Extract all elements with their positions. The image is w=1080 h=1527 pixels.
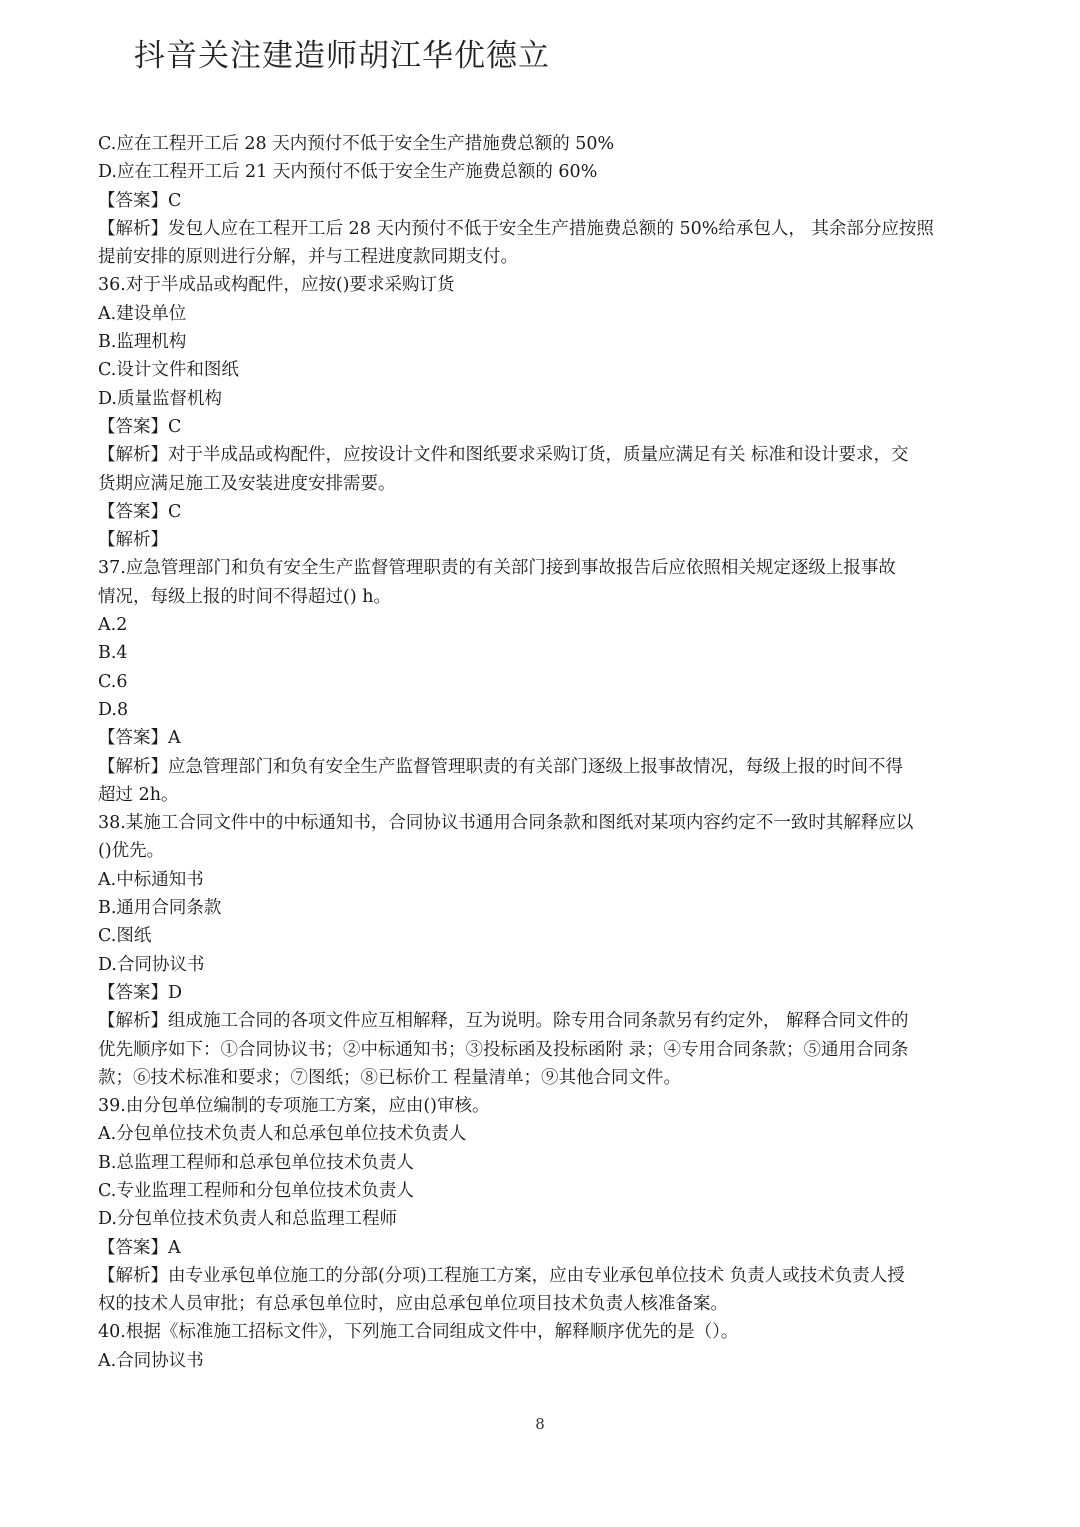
text-line: 【解析】: [98, 530, 168, 551]
text-line: 情况，每级上报的时间不得超过() h。: [98, 586, 391, 607]
text-line: 超过 2h。: [98, 784, 179, 805]
text-line: C.应在工程开工后 28 天内预付不低于安全生产措施费总额的 50%: [98, 134, 615, 154]
text-line: 权的技术人员审批；有总承包单位时，应由总承包单位项目技术负责人核准备案。: [98, 1294, 728, 1315]
text-line: 36.对于半成品或构配件，应按()要求采购订货: [98, 275, 455, 296]
text-line: C.专业监理工程师和分包单位技术负责人: [98, 1180, 414, 1201]
text-line: ()优先。: [98, 841, 165, 862]
page-header-title: 抖音关注建造师胡江华优德立: [134, 38, 550, 74]
text-line: 39.由分包单位编制的专项施工方案，应由()审核。: [98, 1096, 490, 1117]
text-line: 【解析】发包人应在工程开工后 28 天内预付不低于安全生产措施费总额的 50%给承包人， 其余部分应按照: [98, 218, 934, 239]
text-line: 【解析】对于半成品或构配件，应按设计文件和图纸要求采购订货，质量应满足有关 标准和设计要求，交: [98, 445, 909, 466]
text-line: B.4: [98, 643, 128, 664]
text-line: A.中标通知书: [98, 869, 204, 890]
text-line: D.分包单位技术负责人和总监理工程师: [98, 1209, 397, 1230]
text-line: 优先顺序如下：①合同协议书；②中标通知书；③投标函及投标函附 录；④专用合同条款；⑤通用合同条: [98, 1039, 909, 1060]
text-line: 货期应满足施工及安装进度安排需要。: [98, 473, 396, 494]
page-number: 8: [535, 1415, 545, 1433]
text-line: B.监理机构: [98, 332, 187, 353]
text-line: 38.某施工合同文件中的中标通知书，合同协议书通用合同条款和图纸对某项内容约定不一致时其解释应以: [98, 813, 914, 834]
text-line: A.分包单位技术负责人和总承包单位技术负责人: [98, 1124, 467, 1145]
text-line: C.设计文件和图纸: [98, 360, 239, 381]
text-line: 【答案】C: [98, 190, 182, 211]
text-line: 37.应急管理部门和负有安全生产监督管理职责的有关部门接到事故报告后应依照相关规定逐级上报事故: [98, 558, 896, 579]
text-line: A.2: [98, 615, 128, 636]
text-line: C.图纸: [98, 926, 152, 947]
text-line: 【答案】A: [98, 1237, 181, 1258]
text-line: D.合同协议书: [98, 954, 205, 975]
text-line: 【答案】C: [98, 416, 182, 437]
text-line: A.建设单位: [98, 303, 187, 324]
text-line: 【答案】C: [98, 501, 182, 522]
text-line: 【解析】应急管理部门和负有安全生产监督管理职责的有关部门逐级上报事故情况，每级上报的时间不得: [98, 756, 903, 777]
text-line: 【解析】由专业承包单位施工的分部(分项)工程施工方案，应由专业承包单位技术 负责人或技术负责人授: [98, 1265, 905, 1286]
text-line: D.质量监督机构: [98, 388, 222, 409]
text-line: C.6: [98, 671, 128, 692]
text-line: A.合同协议书: [98, 1350, 204, 1371]
text-line: 【答案】D: [98, 982, 183, 1003]
text-line: B.通用合同条款: [98, 898, 222, 919]
text-line: 【答案】A: [98, 728, 181, 749]
text-line: D.应在工程开工后 21 天内预付不低于安全生产施费总额的 60%: [98, 162, 598, 183]
text-line: 提前安排的原则进行分解，并与工程进度款同期支付。: [98, 247, 518, 268]
document-body: [98, 130, 986, 1375]
text-line: D.8: [98, 699, 129, 720]
text-line: 款；⑥技术标准和要求；⑦图纸；⑧已标价工 程量清单；⑨其他合同文件。: [98, 1067, 682, 1088]
text-line: 【解析】组成施工合同的各项文件应互相解释，互为说明。除专用合同条款另有约定外， 解释合同文件的: [98, 1011, 909, 1032]
text-line: B.总监理工程师和总承包单位技术负责人: [98, 1152, 414, 1173]
text-line: 40.根据《标准施工招标文件》，下列施工合同组成文件中，解释顺序优先的是（）。: [98, 1322, 739, 1343]
